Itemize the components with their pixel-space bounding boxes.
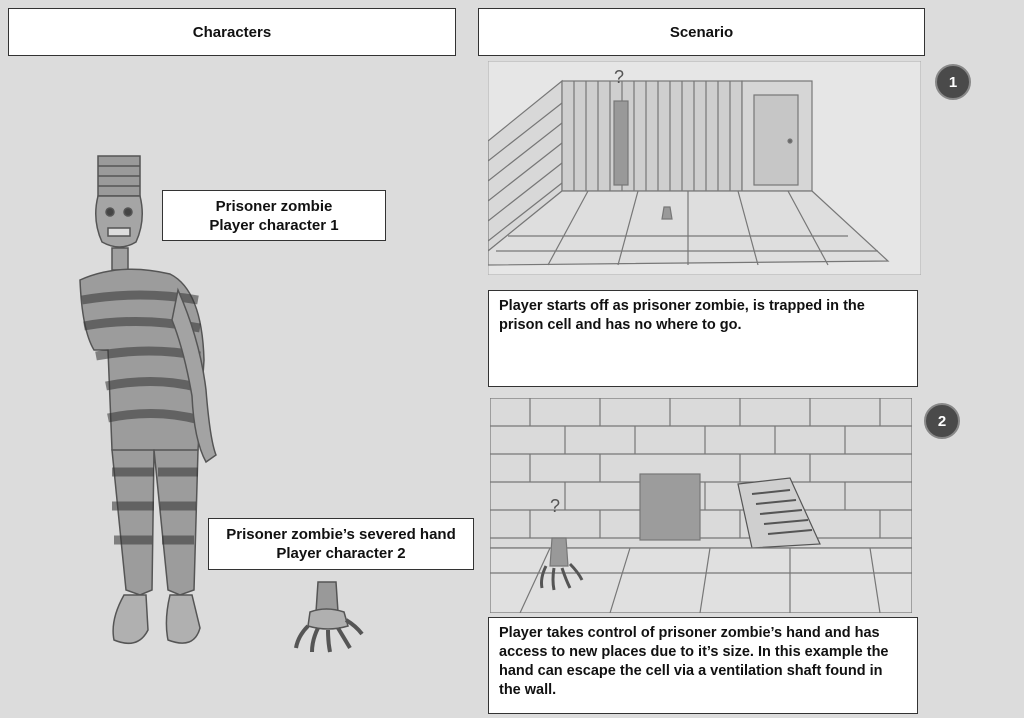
- character-1-role: Player character 1: [209, 216, 339, 234]
- zombie-head: [96, 196, 143, 247]
- scene-1-description-box: [488, 290, 918, 387]
- scene-2-question-mark: ?: [550, 496, 561, 516]
- characters-header: [8, 8, 456, 56]
- scene-2-description: Player takes control of prisoner zombie’s hand and has access to new places due to it’s size. In this example the hand can escape the cell via a ventilation shaft found in the wall.: [499, 625, 889, 698]
- scene-1-number-badge: [935, 64, 971, 100]
- scene-1-number: 1: [948, 73, 958, 91]
- scene-2-number-badge: [924, 403, 960, 439]
- scene-2-wall-opening: [640, 474, 700, 540]
- scene-2-stone-wall: [490, 398, 912, 548]
- character-label-2: [208, 518, 474, 570]
- scene-1-question-mark: ?: [614, 67, 625, 87]
- character-1-name: Prisoner zombie: [215, 197, 333, 215]
- scene-2-description-box: [488, 617, 918, 714]
- character-label-1: [162, 190, 386, 241]
- characters-header-text: Characters: [192, 23, 272, 41]
- character-2-role: Player character 2: [276, 545, 406, 562]
- scenario-header: [478, 8, 925, 56]
- character-2-name: Prisoner zombie’s severed hand: [226, 526, 456, 543]
- scene-1-back-wall: [562, 81, 742, 191]
- scene-1-description: Player starts off as prisoner zombie, is trapped in the prison cell and has no where to go.: [499, 298, 865, 333]
- scene-1-sketch: [488, 61, 921, 275]
- severed-hand-sketch: [292, 578, 364, 654]
- scenario-header-text: Scenario: [669, 23, 734, 41]
- scene-2-sketch: [490, 398, 912, 613]
- scene-2-number: 2: [937, 412, 947, 430]
- zombie-feet: [113, 595, 200, 643]
